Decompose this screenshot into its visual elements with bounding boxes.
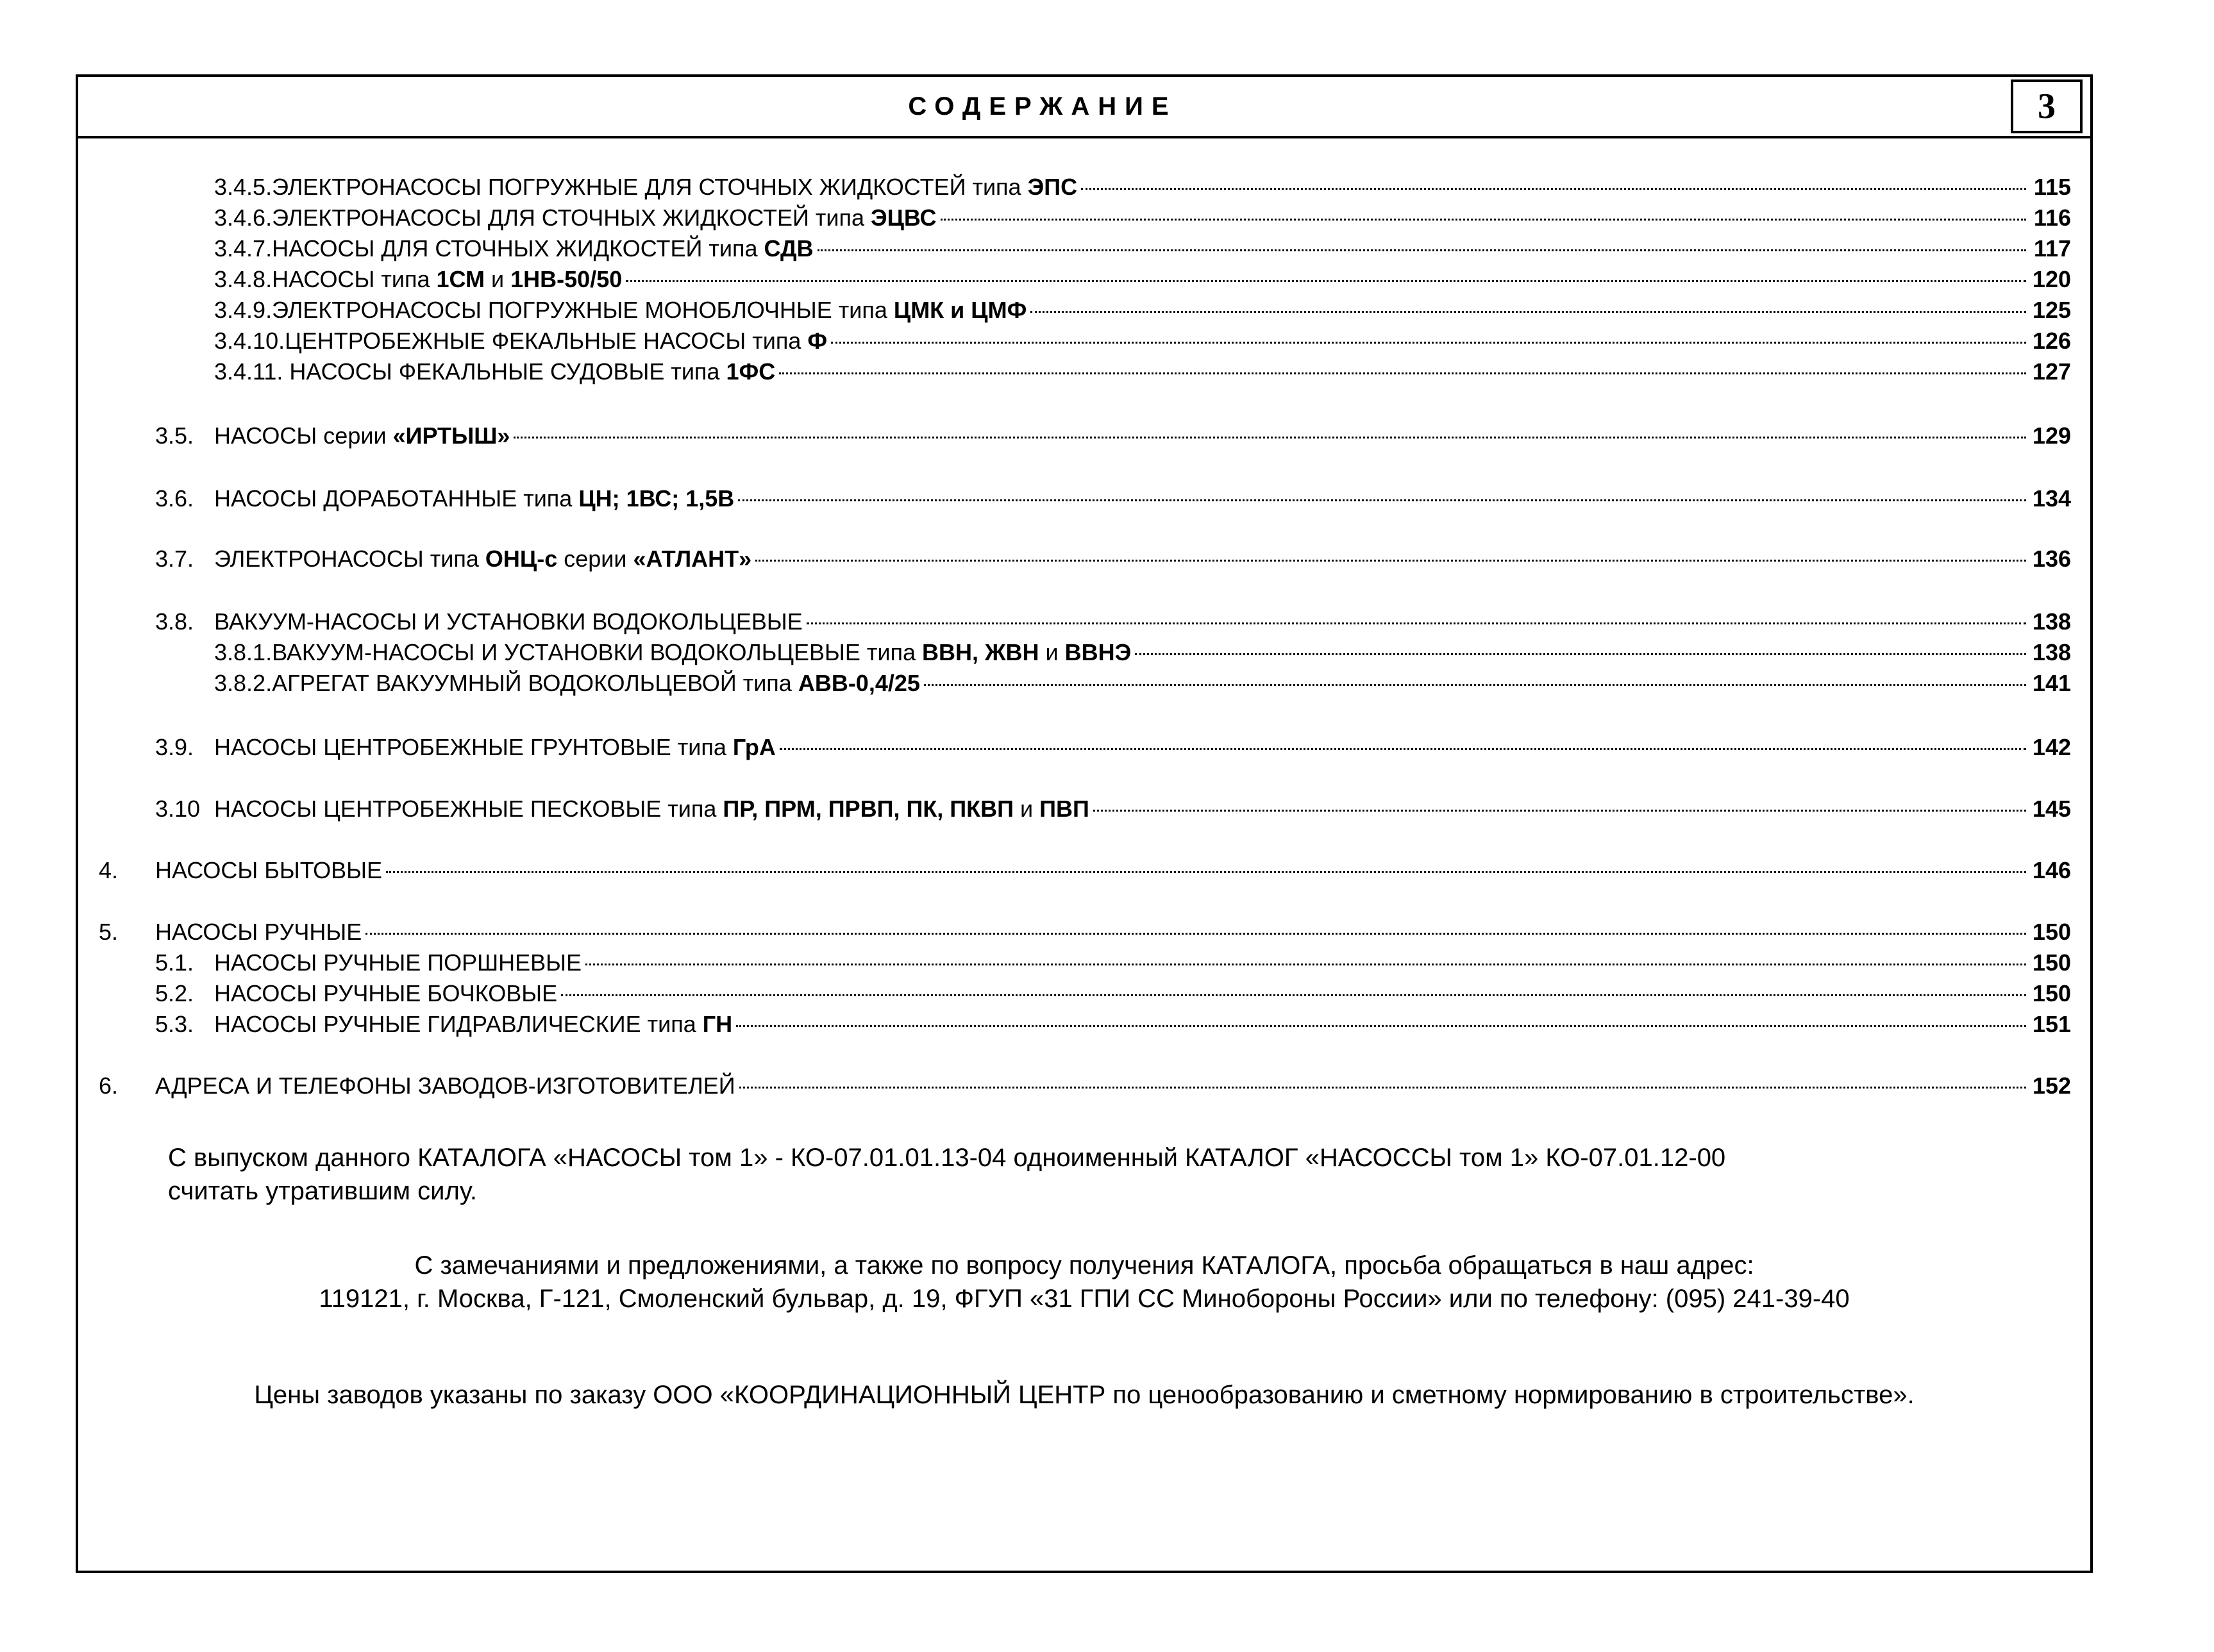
- toc-entry: [214, 265, 2071, 294]
- toc-title: ЭЛЕКТРОНАСОСЫ типа ОНЦ-с серии «АТЛАНТ»: [214, 546, 752, 572]
- dot-leader: [941, 219, 2026, 221]
- toc-row: [78, 327, 2090, 355]
- toc-entry: [214, 608, 2071, 636]
- toc-title: НАСОСЫ серии «ИРТЫШ»: [214, 422, 510, 449]
- toc-title: НАСОСЫ РУЧНЫЕ: [155, 919, 362, 945]
- toc-page-number: 136: [2032, 546, 2071, 572]
- toc-section-number: 3.7.: [155, 546, 194, 572]
- toc-page-number: 127: [2032, 358, 2071, 385]
- toc-section-number: 5.3.: [155, 1011, 194, 1037]
- toc-page-number: 117: [2033, 235, 2071, 262]
- dot-leader: [831, 342, 2026, 344]
- toc-section-number: 3.6.: [155, 485, 194, 512]
- toc-entry: [214, 638, 2071, 667]
- toc-entry: [214, 545, 2071, 573]
- toc-row: [78, 856, 2090, 885]
- toc-entry: [214, 235, 2071, 263]
- toc-entry: [214, 358, 2071, 386]
- toc-section-number: 6.: [99, 1072, 119, 1099]
- catalog-note-line2: считать утратившим силу.: [168, 1177, 477, 1205]
- toc-title: 3.4.5.ЭЛЕКТРОНАСОСЫ ПОГРУЖНЫЕ ДЛЯ СТОЧНЫХ ЖИДКОСТЕЙ типа ЭПС: [214, 174, 1078, 200]
- toc-row: [78, 980, 2090, 1008]
- toc-entry: [214, 669, 2071, 697]
- document-frame: [76, 74, 2093, 1573]
- toc-title: НАСОСЫ РУЧНЫЕ БОЧКОВЫЕ: [214, 980, 558, 1006]
- toc-title: 3.8.1.ВАКУУМ-НАСОСЫ И УСТАНОВКИ ВОДОКОЛЬЦЕВЫЕ типа ВВН, ЖВН и ВВНЭ: [214, 639, 1132, 665]
- dot-leader: [585, 964, 2026, 965]
- toc-page-number: 152: [2032, 1072, 2071, 1099]
- toc-section-number: 3.10: [155, 796, 201, 822]
- toc-row: [78, 1072, 2090, 1100]
- toc-title: НАСОСЫ ДОРАБОТАННЫЕ типа ЦН; 1ВС; 1,5В: [214, 485, 735, 512]
- toc-section-number: 5.1.: [155, 949, 194, 976]
- dot-leader: [1081, 188, 2026, 190]
- toc-section-number: 5.: [99, 919, 119, 945]
- toc-entry: [214, 422, 2071, 450]
- toc-row: [78, 949, 2090, 977]
- dot-leader: [755, 560, 2026, 562]
- page-title: СОДЕРЖАНИЕ: [908, 92, 1177, 121]
- toc-title: НАСОСЫ РУЧНЫЕ ГИДРАВЛИЧЕСКИЕ типа ГН: [214, 1011, 733, 1037]
- table-of-contents: [78, 77, 2090, 1571]
- toc-row: [78, 733, 2090, 762]
- toc-row: [78, 1010, 2090, 1039]
- toc-title: 3.8.2.АГРЕГАТ ВАКУУМНЫЙ ВОДОКОЛЬЦЕВОЙ типа АВВ-0,4/25: [214, 670, 920, 696]
- prices-note: Цены заводов указаны по заказу ООО «КООРДИНАЦИОННЫЙ ЦЕНТР по ценообразованию и сметному нормированию в строительстве».: [254, 1381, 1915, 1409]
- toc-row: [78, 265, 2090, 294]
- dot-leader: [1135, 653, 2026, 655]
- contact-note-line1: С замечаниями и предложениями, а также по вопросу получения КАТАЛОГА, просьба обращаться в наш адрес:: [414, 1251, 1754, 1280]
- toc-page-number: 138: [2032, 608, 2071, 635]
- toc-row: [78, 545, 2090, 573]
- toc-page-number: 150: [2032, 949, 2071, 976]
- dot-leader: [924, 684, 2026, 686]
- toc-row: [78, 669, 2090, 697]
- toc-entry: [155, 1072, 2071, 1100]
- toc-page-number: 116: [2033, 204, 2071, 231]
- toc-page-number: 151: [2032, 1011, 2071, 1037]
- contact-note-line2: 119121, г. Москва, Г-121, Смоленский бульвар, д. 19, ФГУП «31 ГПИ СС Минобороны России» или по телефону: (095) 241-39-40: [319, 1285, 1850, 1313]
- toc-row: [78, 296, 2090, 324]
- toc-section-number: 3.5.: [155, 422, 194, 449]
- toc-row: [78, 173, 2090, 201]
- toc-section-number: 4.: [99, 857, 119, 883]
- dot-leader: [365, 933, 2026, 935]
- toc-title: 3.4.6.ЭЛЕКТРОНАСОСЫ ДЛЯ СТОЧНЫХ ЖИДКОСТЕЙ типа ЭЦВС: [214, 204, 937, 231]
- dot-leader: [739, 1087, 2026, 1089]
- catalog-note-line1: С выпуском данного КАТАЛОГА «НАСОСЫ том 1» - КО-07.01.01.13-04 одноименный КАТАЛОГ «НАСОССЫ том 1» КО-07.01.12-00: [168, 1144, 1726, 1172]
- dot-leader: [818, 249, 2026, 251]
- toc-title: 3.4.11. НАСОСЫ ФЕКАЛЬНЫЕ СУДОВЫЕ типа 1ФС: [214, 358, 776, 385]
- toc-entry: [214, 949, 2071, 977]
- toc-page-number: 150: [2032, 919, 2071, 945]
- toc-page-number: 142: [2032, 734, 2071, 760]
- toc-title: НАСОСЫ ЦЕНТРОБЕЖНЫЕ ПЕСКОВЫЕ типа ПР, ПРМ, ПРВП, ПК, ПКВП и ПВП: [214, 796, 1089, 822]
- toc-entry: [214, 980, 2071, 1008]
- toc-page-number: 138: [2032, 639, 2071, 665]
- dot-leader: [780, 748, 2026, 750]
- toc-entry: [214, 296, 2071, 324]
- toc-page-number: 145: [2032, 796, 2071, 822]
- toc-row: [78, 638, 2090, 667]
- toc-page-number: 146: [2032, 857, 2071, 883]
- toc-title: 3.4.9.ЭЛЕКТРОНАСОСЫ ПОГРУЖНЫЕ МОНОБЛОЧНЫЕ типа ЦМК и ЦМФ: [214, 297, 1027, 323]
- toc-entry: [214, 173, 2071, 201]
- toc-title: ВАКУУМ-НАСОСЫ И УСТАНОВКИ ВОДОКОЛЬЦЕВЫЕ: [214, 608, 803, 635]
- toc-entry: [214, 204, 2071, 232]
- dot-leader: [561, 994, 2026, 996]
- toc-row: [78, 485, 2090, 513]
- toc-page-number: 129: [2032, 422, 2071, 449]
- toc-entry: [214, 795, 2071, 823]
- toc-row: [78, 918, 2090, 946]
- dot-leader: [738, 499, 2026, 501]
- toc-section-number: 3.8.: [155, 608, 194, 635]
- toc-title: АДРЕСА И ТЕЛЕФОНЫ ЗАВОДОВ-ИЗГОТОВИТЕЛЕЙ: [155, 1072, 735, 1099]
- toc-entry: [155, 856, 2071, 885]
- toc-page-number: 120: [2032, 266, 2071, 292]
- toc-row: [78, 795, 2090, 823]
- dot-leader: [514, 437, 2026, 438]
- dot-leader: [736, 1025, 2026, 1027]
- dot-leader: [386, 871, 2026, 873]
- toc-page-number: 150: [2032, 980, 2071, 1006]
- toc-title: НАСОСЫ РУЧНЫЕ ПОРШНЕВЫЕ: [214, 949, 582, 976]
- toc-page-number: 134: [2032, 485, 2071, 512]
- dot-leader: [626, 280, 2026, 282]
- toc-row: [78, 235, 2090, 263]
- dot-leader: [1030, 311, 2026, 313]
- toc-row: [78, 204, 2090, 232]
- toc-title: НАСОСЫ БЫТОВЫЕ: [155, 857, 383, 883]
- page-number: 3: [2011, 79, 2083, 133]
- toc-entry: [214, 733, 2071, 762]
- toc-title: 3.4.8.НАСОСЫ типа 1СМ и 1НВ-50/50: [214, 266, 623, 292]
- toc-page-number: 126: [2032, 328, 2071, 354]
- toc-entry: [214, 1010, 2071, 1039]
- toc-page-number: 141: [2032, 670, 2071, 696]
- dot-leader: [1093, 810, 2026, 812]
- toc-title: 3.4.7.НАСОСЫ ДЛЯ СТОЧНЫХ ЖИДКОСТЕЙ типа СДВ: [214, 235, 814, 262]
- toc-title: 3.4.10.ЦЕНТРОБЕЖНЫЕ ФЕКАЛЬНЫЕ НАСОСЫ типа Ф: [214, 328, 828, 354]
- toc-page-number: 115: [2033, 174, 2071, 200]
- toc-section-number: 3.9.: [155, 734, 194, 760]
- toc-title: НАСОСЫ ЦЕНТРОБЕЖНЫЕ ГРУНТОВЫЕ типа ГрА: [214, 734, 776, 760]
- toc-page-number: 125: [2032, 297, 2071, 323]
- dot-leader: [779, 372, 2026, 374]
- toc-entry: [214, 327, 2071, 355]
- toc-entry: [155, 918, 2071, 946]
- toc-row: [78, 608, 2090, 636]
- toc-row: [78, 358, 2090, 386]
- dot-leader: [807, 622, 2026, 624]
- toc-entry: [214, 485, 2071, 513]
- toc-section-number: 5.2.: [155, 980, 194, 1006]
- toc-row: [78, 422, 2090, 450]
